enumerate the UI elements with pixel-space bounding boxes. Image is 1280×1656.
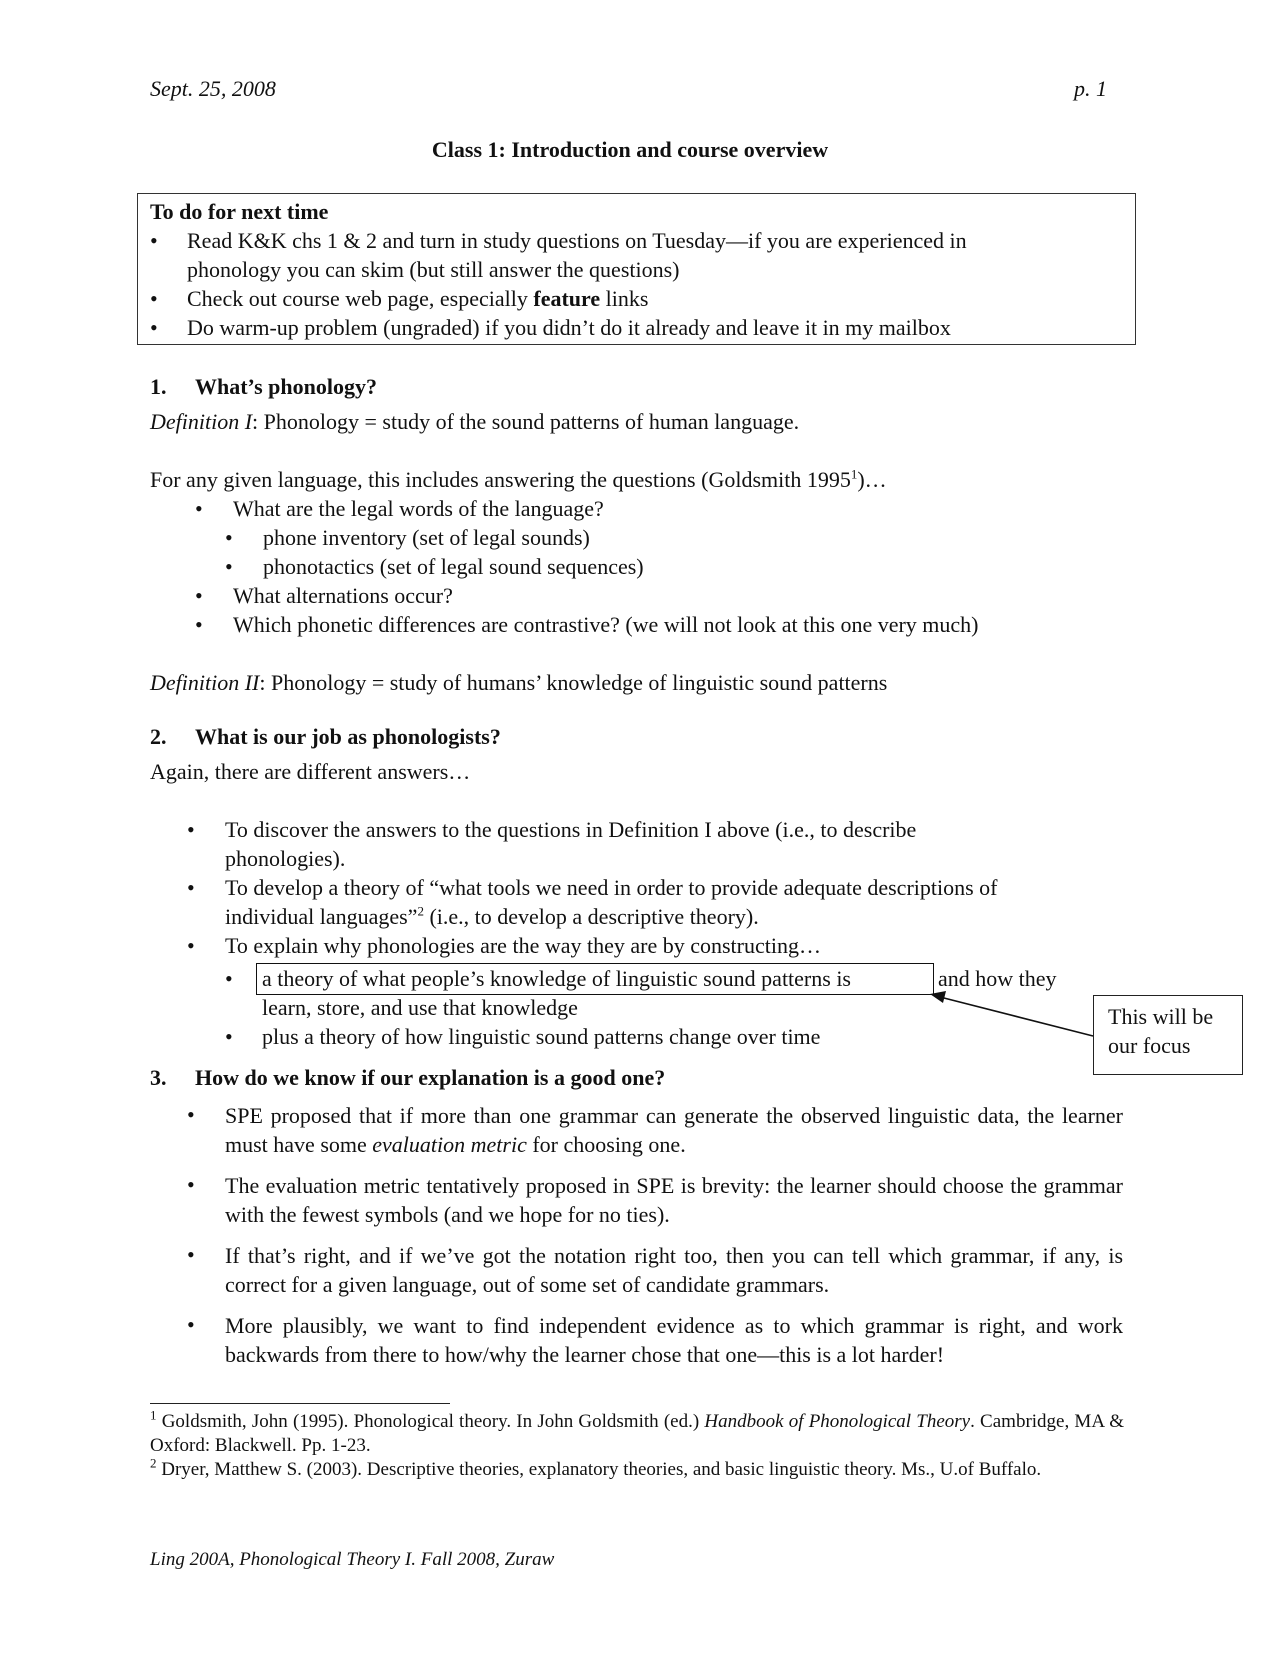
footnote-divider <box>150 1403 450 1404</box>
bullet: • <box>195 612 203 637</box>
footnote-1-number: 1 <box>150 1407 157 1423</box>
section-1-number: 1. <box>150 374 167 399</box>
footnote-1-end: . Cambridge, MA & Oxford: Blackwell. Pp. 1-23. <box>150 1411 1124 1456</box>
definition-2-text: : Phonology = study of humans’ knowledge of linguistic sound patterns <box>259 670 888 695</box>
footnote-2 <box>150 1455 1124 1482</box>
footnote-1-book-title: Handbook of Phonological Theory <box>704 1411 971 1432</box>
job-3b: plus a theory of how linguistic sound patterns change over time <box>262 1024 821 1049</box>
todo-item-2-text: Check out course web page, especially <box>187 286 534 311</box>
page-footer: Ling 200A, Phonological Theory I. Fall 2008, Zuraw <box>150 1549 555 1570</box>
section-2-number: 2. <box>150 724 167 749</box>
definition-1-label: Definition I <box>150 409 253 434</box>
evaluation-point-2-line-1: The evaluation metric tentatively proposed in SPE is brevity: the learner should choose <box>225 1173 1004 1198</box>
todo-item-2-bold: feature <box>533 286 601 311</box>
question-legal-words: What are the legal words of the language? <box>233 496 604 521</box>
bullet: • <box>150 228 158 253</box>
evaluation-point-2 <box>225 1171 1123 1229</box>
todo-item-1-line-2: phonology you can skim (but still answer the questions) <box>187 257 680 282</box>
question-alternations: What alternations occur? <box>233 583 453 608</box>
questions-intro-end: )… <box>857 467 887 492</box>
evaluation-point-3-line-2: any, is correct for a given language, out of some set of candidate grammars. <box>225 1243 1124 1297</box>
footnote-ref-2: 2 <box>417 903 424 919</box>
bullet: • <box>225 966 233 991</box>
question-phone-inventory: phone inventory (set of legal sounds) <box>263 525 590 550</box>
question-contrastive: Which phonetic differences are contrastive? (we will not look at this one very much) <box>233 612 979 637</box>
bullet: • <box>150 286 158 311</box>
section-2-intro: Again, there are different answers… <box>150 759 471 784</box>
todo-item-3: Do warm-up problem (ungraded) if you didn’t do it already and leave it in my mailbox <box>187 315 951 340</box>
evaluation-point-4 <box>225 1311 1123 1369</box>
definition-1-text: : Phonology = study of the sound patterns of human language. <box>252 409 800 434</box>
evaluation-metric-term: evaluation metric <box>372 1132 527 1157</box>
evaluation-point-1-line-1: SPE proposed that if more than one grammar can generate the observed linguistic data, <box>225 1103 1020 1128</box>
job-2-end: (i.e., to develop a descriptive theory). <box>423 904 759 929</box>
document-title: Class 1: Introduction and course overview <box>431 137 829 162</box>
evaluation-point-4-line-1: More plausibly, we want to find independent evidence as to which grammar is right, and <box>225 1313 1068 1338</box>
footnote-ref-1: 1 <box>850 466 858 482</box>
bullet: • <box>195 496 203 521</box>
todo-item-1-line-1: Read K&K chs 1 & 2 and turn in study questions on Tuesday—if you are experienced in <box>187 228 967 253</box>
evaluation-point-3 <box>225 1241 1123 1299</box>
bullet: • <box>225 1024 233 1049</box>
bullet: • <box>187 817 195 842</box>
bullet: • <box>225 525 233 550</box>
bullet: • <box>195 583 203 608</box>
evaluation-point-1 <box>225 1101 1123 1159</box>
bullet: • <box>187 1102 195 1127</box>
bullet: • <box>150 315 158 340</box>
section-3-heading: How do we know if our explanation is a good one? <box>195 1065 666 1090</box>
bullet: • <box>187 1172 195 1197</box>
todo-item-2-end: links <box>600 286 649 311</box>
bullet: • <box>187 1242 195 1267</box>
section-3-number: 3. <box>150 1065 167 1090</box>
section-1-heading: What’s phonology? <box>195 374 377 399</box>
header-page-number: p. 1 <box>1074 76 1107 101</box>
bullet: • <box>187 1312 195 1337</box>
footnote-2-number: 2 <box>150 1455 157 1471</box>
bullet: • <box>225 554 233 579</box>
job-2-line-1: To develop a theory of “what tools we need in order to provide adequate descriptions of <box>225 875 998 900</box>
evaluation-point-1-end: for choosing one. <box>526 1132 686 1157</box>
evaluation-point-3-line-1: If that’s right, and if we’ve got the notation right too, then you can tell which grammar, if <box>225 1243 1057 1268</box>
question-phonotactics: phonotactics (set of legal sound sequences) <box>263 554 644 579</box>
footnote-1 <box>150 1407 1124 1458</box>
definition-2-label: Definition II <box>150 670 260 695</box>
bullet: • <box>187 875 195 900</box>
todo-heading: To do for next time <box>150 199 329 224</box>
job-3a-rest: and how they <box>938 966 1057 991</box>
job-3a-line-2: learn, store, and use that knowledge <box>262 995 578 1020</box>
evaluation-point-1-text: the learner must have some <box>225 1103 1124 1157</box>
job-3: To explain why phonologies are the way they are by constructing… <box>225 933 821 958</box>
callout-box: This will be our focus <box>1093 995 1243 1075</box>
evaluation-point-4-line-2: work backwards from there to how/why the learner chose that one—this is a lot harder! <box>225 1313 1123 1367</box>
job-3a-boxed: a theory of what people’s knowledge of linguistic sound patterns is <box>262 966 851 991</box>
job-2-text: individual languages” <box>225 904 418 929</box>
questions-intro-text: For any given language, this includes answering the questions (Goldsmith 1995 <box>150 467 851 492</box>
section-2-heading: What is our job as phonologists? <box>195 724 501 749</box>
footnote-2-text: Dryer, Matthew S. (2003). Descriptive theories, explanatory theories, and basic linguistic theory. Ms., U.of Buffalo. <box>156 1459 1042 1480</box>
header-date: Sept. 25, 2008 <box>150 76 276 101</box>
footnote-1-text: Goldsmith, John (1995). Phonological theory. In John Goldsmith (ed.) <box>156 1411 705 1432</box>
job-1-line-2: phonologies). <box>225 846 346 871</box>
bullet: • <box>187 933 195 958</box>
evaluation-point-2-line-2: the grammar with the fewest symbols (and we hope for no ties). <box>225 1173 1123 1227</box>
job-1-line-1: To discover the answers to the questions in Definition I above (i.e., to describe <box>225 817 917 842</box>
